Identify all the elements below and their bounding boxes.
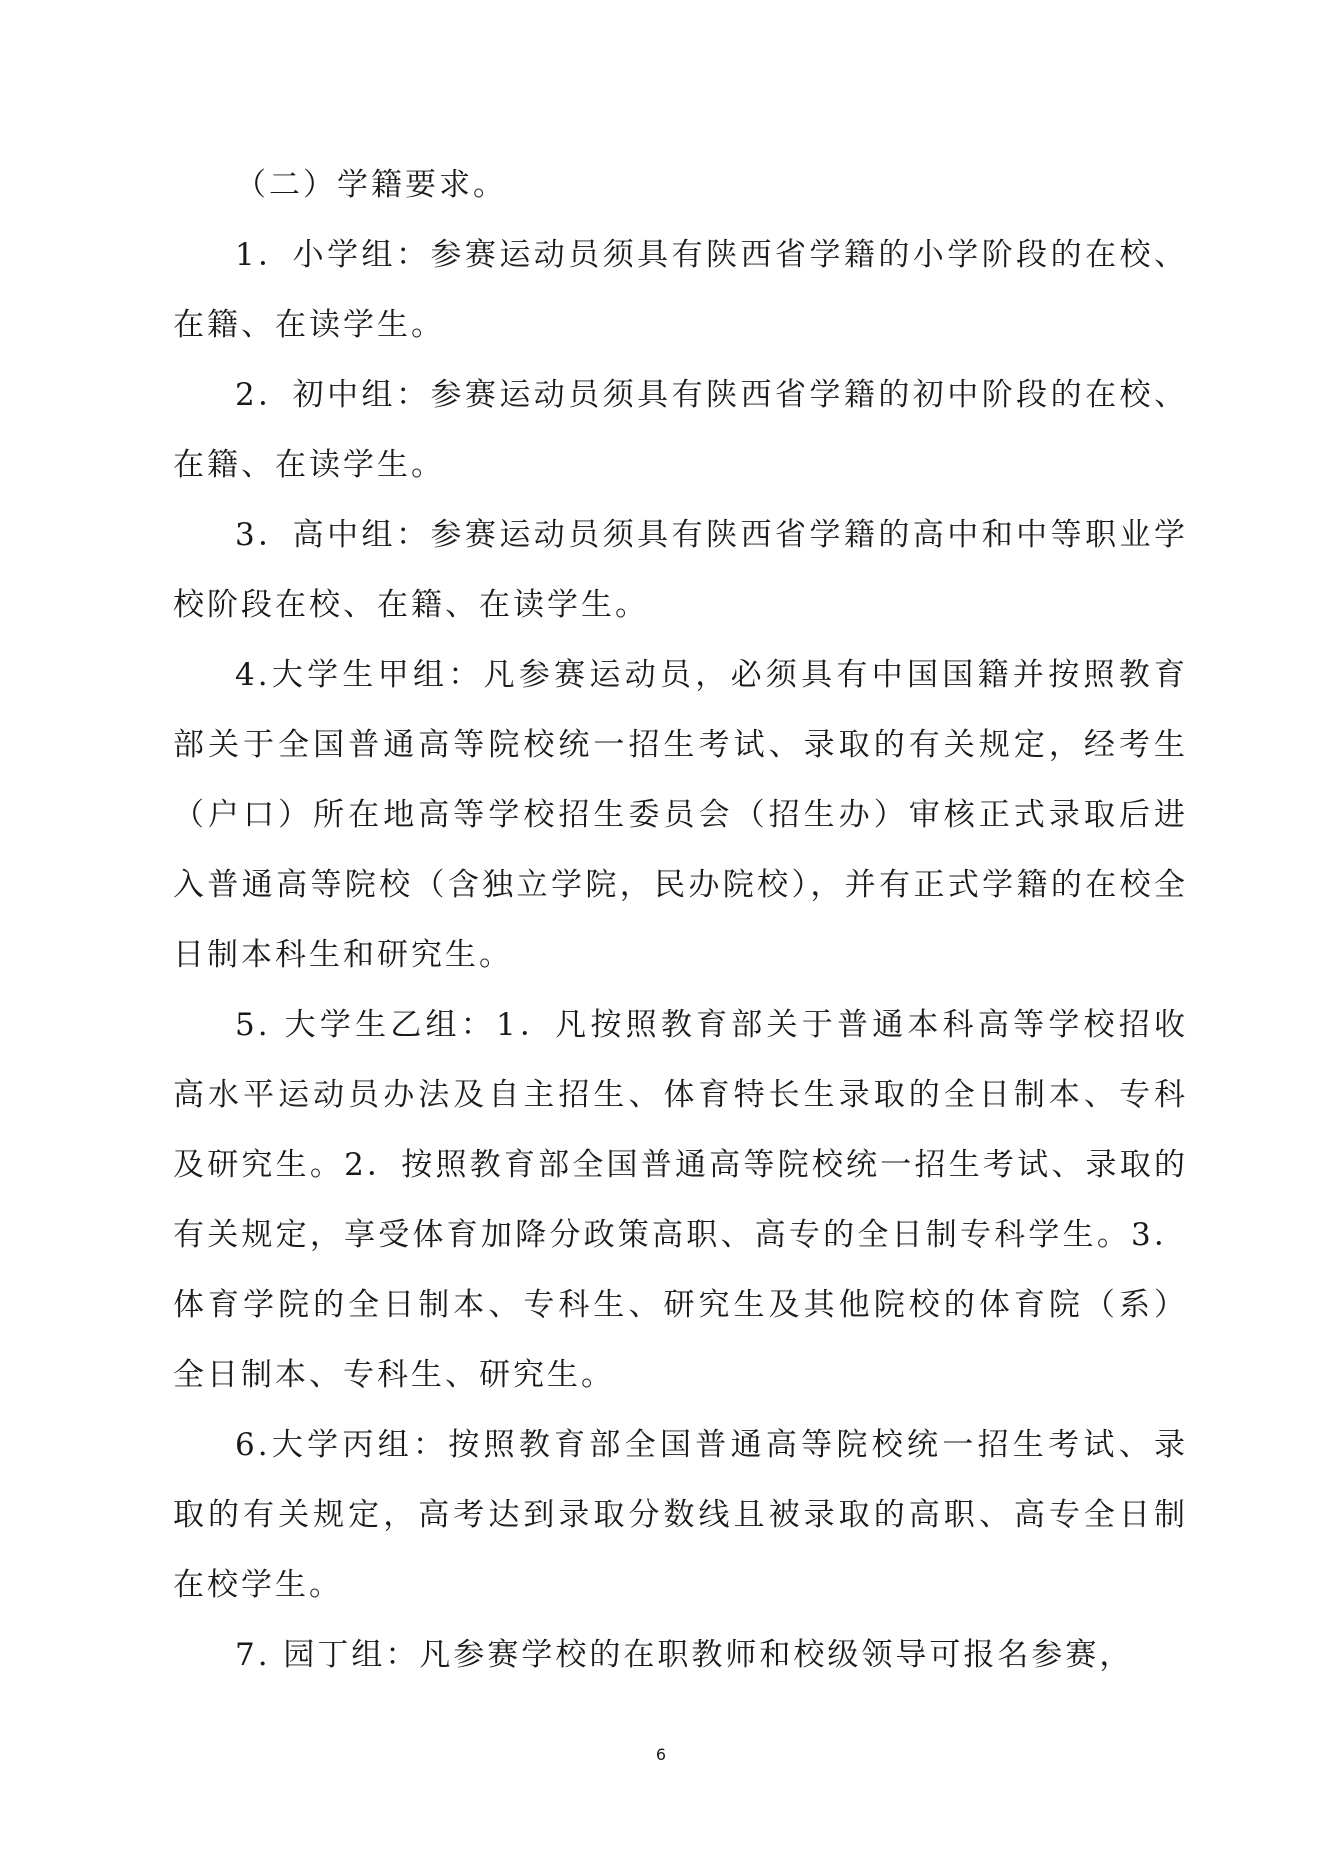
- document-body: [173, 150, 1188, 1690]
- page-number: 6: [655, 1745, 667, 1764]
- paragraph-gardener-group: 7. 园丁组：凡参赛学校的在职教师和校级领导可报名参赛，: [235, 1637, 1134, 1673]
- paragraph-junior-high-group: 2．初中组：参赛运动员须具有陕西省学籍的初中阶段的在校、在籍、在读学生。: [173, 377, 1188, 483]
- paragraph-university-group-b: 5. 大学生乙组：1．凡按照教育部关于普通本科高等学校招收高水平运动员办法及自主招生、体育特长生录取的全日制本、专科及研究生。2．按照教育部全国普通高等院校统一招生考试、录取的有关规定，享受体育加降分政策高职、高专的全日制专科学生。3．体育学院的全日制本、专科生、研究生及其他院校的体育院（系）全日制本、专科生、研究生。: [173, 1007, 1188, 1393]
- paragraph-university-group-a: 4.大学生甲组：凡参赛运动员，必须具有中国国籍并按照教育部关于全国普通高等院校统一招生考试、录取的有关规定，经考生（户口）所在地高等学校招生委员会（招生办）审核正式录取后进入普通高等院校（含独立学院，民办院校），并有正式学籍的在校全日制本科生和研究生。: [173, 657, 1188, 973]
- paragraph-university-group-c: 6.大学丙组：按照教育部全国普通高等院校统一招生考试、录取的有关规定，高考达到录取分数线且被录取的高职、高专全日制在校学生。: [173, 1427, 1188, 1603]
- paragraph-senior-high-group: 3．高中组：参赛运动员须具有陕西省学籍的高中和中等职业学校阶段在校、在籍、在读学生。: [173, 517, 1188, 623]
- section-heading: （二）学籍要求。: [235, 167, 507, 203]
- paragraph-primary-school-group: 1．小学组：参赛运动员须具有陕西省学籍的小学阶段的在校、在籍、在读学生。: [173, 237, 1188, 343]
